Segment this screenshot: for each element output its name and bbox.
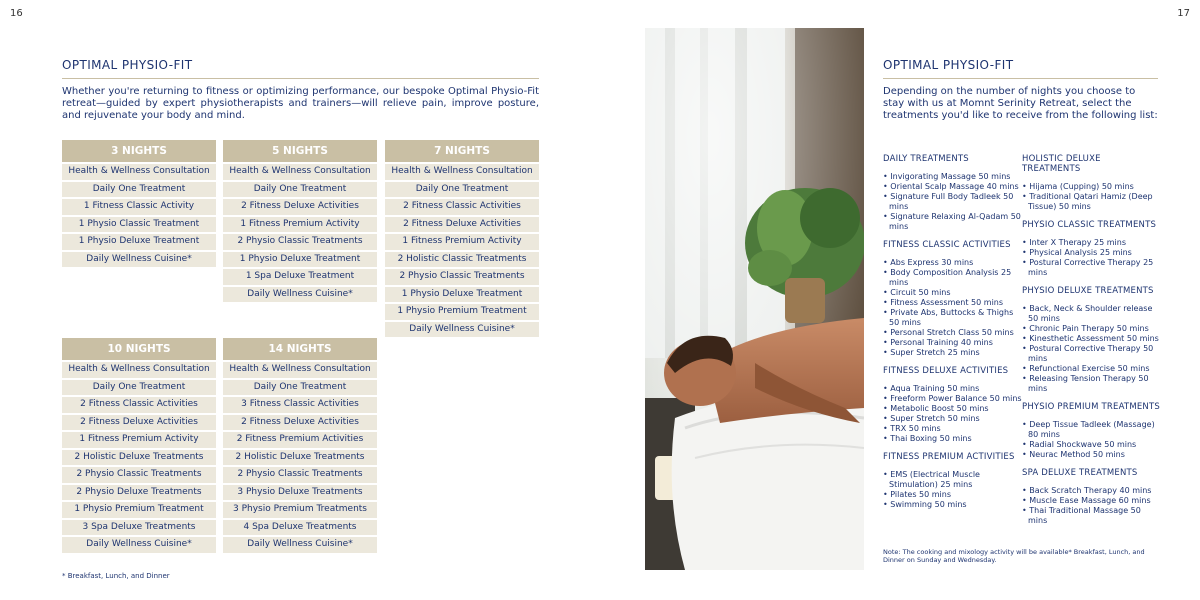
treatment-item: • Super Stretch 25 mins <box>883 348 1023 358</box>
section-heading: PHYSIO CLASSIC TREATMENTS <box>1022 220 1157 230</box>
treatment-section-fitness-classic <box>883 240 1023 358</box>
package-3-nights <box>62 140 216 269</box>
treatment-item: • Swimming 50 mins <box>883 500 1023 510</box>
treatment-item: • Inter X Therapy 25 mins <box>1022 238 1162 248</box>
package-header: 3 NIGHTS <box>62 140 216 162</box>
package-item: 1 Physio Deluxe Treatment <box>385 287 539 303</box>
package-item: 2 Fitness Deluxe Activities <box>62 415 216 431</box>
package-item: 3 Physio Premium Treatments <box>223 502 377 518</box>
intro-paragraph-left: Whether you're returning to fitness or optimizing performance, our bespoke Optimal Physio-Fit retreat—guided by expert physiotherapists and trainers—will relieve pain, improve posture, and rejuvenate your body and mind. <box>62 86 539 121</box>
package-item: Daily Wellness Cuisine* <box>62 252 216 268</box>
treatment-item: • Deep Tissue Tadleek (Massage) 80 mins <box>1022 420 1162 440</box>
package-header: 10 NIGHTS <box>62 338 216 360</box>
treatment-item: • Private Abs, Buttocks & Thighs 50 mins <box>883 308 1023 328</box>
treatment-item: • EMS (Electrical Muscle Stimulation) 25 mins <box>883 470 1023 490</box>
treatment-item: • Kinesthetic Assessment 50 mins <box>1022 334 1162 344</box>
package-item: Daily One Treatment <box>62 380 216 396</box>
package-item: 2 Fitness Classic Activities <box>385 199 539 215</box>
treatment-item: • Thai Traditional Massage 50 mins <box>1022 506 1162 526</box>
package-item: 2 Holistic Deluxe Treatments <box>62 450 216 466</box>
treatment-item: • Hijama (Cupping) 50 mins <box>1022 182 1162 192</box>
massage-photo <box>645 28 864 570</box>
package-item: Daily One Treatment <box>385 182 539 198</box>
treatment-item: • Oriental Scalp Massage 40 mins <box>883 182 1023 192</box>
package-item: Daily One Treatment <box>223 182 377 198</box>
package-item: 2 Physio Classic Treatments <box>223 467 377 483</box>
treatment-item: • Body Composition Analysis 25 mins <box>883 268 1023 288</box>
treatment-item: • Traditional Qatari Hamiz (Deep Tissue) 50 mins <box>1022 192 1162 212</box>
package-item: Health & Wellness Consultation <box>62 362 216 378</box>
treatment-item: • Fitness Assessment 50 mins <box>883 298 1023 308</box>
section-heading: FITNESS DELUXE ACTIVITIES <box>883 366 1009 376</box>
treatment-item: • Back, Neck & Shoulder release 50 mins <box>1022 304 1162 324</box>
package-header: 14 NIGHTS <box>223 338 377 360</box>
treatment-section-fitness-deluxe <box>883 366 1023 444</box>
treatment-item: • Super Stretch 50 mins <box>883 414 1023 424</box>
package-item: Health & Wellness Consultation <box>223 362 377 378</box>
package-item: 2 Physio Classic Treatments <box>385 269 539 285</box>
treatment-column-left <box>883 154 1023 518</box>
treatment-item: • Physical Analysis 25 mins <box>1022 248 1162 258</box>
treatment-section-physio-premium <box>1022 402 1162 460</box>
package-item: 2 Fitness Deluxe Activities <box>223 199 377 215</box>
treatment-section-physio-deluxe <box>1022 286 1162 394</box>
section-heading: SPA DELUXE TREATMENTS <box>1022 468 1138 478</box>
package-header: 7 NIGHTS <box>385 140 539 162</box>
package-item: 1 Fitness Classic Activity <box>62 199 216 215</box>
package-item: Daily Wellness Cuisine* <box>223 537 377 553</box>
page-title-left: OPTIMAL PHYSIO-FIT <box>62 58 193 72</box>
package-item: Health & Wellness Consultation <box>385 164 539 180</box>
package-7-nights <box>385 140 539 339</box>
section-heading: PHYSIO DELUXE TREATMENTS <box>1022 286 1154 296</box>
intro-paragraph-right: Depending on the number of nights you choose to stay with us at Momnt Serinity Retreat, select the treatments you'd like to receive from the following list: <box>883 86 1158 121</box>
package-item: Daily Wellness Cuisine* <box>385 322 539 338</box>
treatment-section-fitness-premium <box>883 452 1023 510</box>
treatment-item: • TRX 50 mins <box>883 424 1023 434</box>
package-item: Health & Wellness Consultation <box>223 164 377 180</box>
treatment-item: • Releasing Tension Therapy 50 mins <box>1022 374 1162 394</box>
package-item: 1 Fitness Premium Activity <box>385 234 539 250</box>
package-item: 1 Spa Deluxe Treatment <box>223 269 377 285</box>
section-heading: DAILY TREATMENTS <box>883 154 969 164</box>
package-item: 3 Fitness Classic Activities <box>223 397 377 413</box>
package-item: Daily One Treatment <box>62 182 216 198</box>
treatment-column-right <box>1022 154 1162 534</box>
treatment-item: • Signature Relaxing Al-Qadam 50 mins <box>883 212 1023 232</box>
title-divider-right <box>883 78 1158 79</box>
package-item: 1 Physio Deluxe Treatment <box>223 252 377 268</box>
package-item: 2 Holistic Deluxe Treatments <box>223 450 377 466</box>
section-heading: FITNESS PREMIUM ACTIVITIES <box>883 452 1015 462</box>
treatment-item: • Aqua Training 50 mins <box>883 384 1023 394</box>
treatment-item: • Invigorating Massage 50 mins <box>883 172 1023 182</box>
package-item: 1 Physio Premium Treatment <box>62 502 216 518</box>
package-item: 2 Physio Deluxe Treatments <box>62 485 216 501</box>
treatment-item: • Refunctional Exercise 50 mins <box>1022 364 1162 374</box>
treatment-item: • Thai Boxing 50 mins <box>883 434 1023 444</box>
package-item: 2 Physio Classic Treatments <box>223 234 377 250</box>
package-item: 1 Physio Classic Treatment <box>62 217 216 233</box>
package-14-nights <box>223 338 377 555</box>
treatment-item: • Circuit 50 mins <box>883 288 1023 298</box>
package-item: 3 Physio Deluxe Treatments <box>223 485 377 501</box>
package-header: 5 NIGHTS <box>223 140 377 162</box>
footnote: * Breakfast, Lunch, and Dinner <box>62 572 170 580</box>
treatment-item: • Personal Training 40 mins <box>883 338 1023 348</box>
package-item: 2 Physio Classic Treatments <box>62 467 216 483</box>
package-item: 1 Fitness Premium Activity <box>62 432 216 448</box>
page-number-left: 16 <box>10 8 23 19</box>
treatment-item: • Back Scratch Therapy 40 mins <box>1022 486 1162 496</box>
package-item: 1 Physio Deluxe Treatment <box>62 234 216 250</box>
page-title-right: OPTIMAL PHYSIO-FIT <box>883 58 1014 72</box>
treatment-section-daily <box>883 154 1023 232</box>
package-item: 2 Holistic Classic Treatments <box>385 252 539 268</box>
treatment-section-spa-deluxe <box>1022 468 1162 526</box>
package-item: Daily Wellness Cuisine* <box>62 537 216 553</box>
treatment-item: • Postural Corrective Therapy 50 mins <box>1022 344 1162 364</box>
package-item: 3 Spa Deluxe Treatments <box>62 520 216 536</box>
section-heading: PHYSIO PREMIUM TREATMENTS <box>1022 402 1160 412</box>
treatment-item: • Chronic Pain Therapy 50 mins <box>1022 324 1162 334</box>
treatment-item: • Freeform Power Balance 50 mins <box>883 394 1023 404</box>
treatment-item: • Muscle Ease Massage 60 mins <box>1022 496 1162 506</box>
package-10-nights <box>62 338 216 555</box>
package-item: 2 Fitness Deluxe Activities <box>223 415 377 431</box>
treatment-item: • Neurac Method 50 mins <box>1022 450 1162 460</box>
title-divider-left <box>62 78 539 79</box>
treatment-item: • Abs Express 30 mins <box>883 258 1023 268</box>
treatment-item: • Radial Shockwave 50 mins <box>1022 440 1162 450</box>
section-heading: FITNESS CLASSIC ACTIVITIES <box>883 240 1011 250</box>
page-number-right: 17 <box>1177 8 1190 19</box>
section-heading: HOLISTIC DELUXE TREATMENTS <box>1022 154 1101 174</box>
cooking-note: Note: The cooking and mixology activity will be available* Breakfast, Lunch, and Dinner on Sunday and Wednesday. <box>883 548 1145 564</box>
package-item: Daily One Treatment <box>223 380 377 396</box>
treatment-item: • Personal Stretch Class 50 mins <box>883 328 1023 338</box>
treatment-section-holistic-deluxe <box>1022 154 1162 212</box>
package-item: 2 Fitness Premium Activities <box>223 432 377 448</box>
package-item: Health & Wellness Consultation <box>62 164 216 180</box>
package-item: Daily Wellness Cuisine* <box>223 287 377 303</box>
treatment-section-physio-classic <box>1022 220 1162 278</box>
package-item: 1 Fitness Premium Activity <box>223 217 377 233</box>
treatment-item: • Postural Corrective Therapy 25 mins <box>1022 258 1162 278</box>
package-item: 2 Fitness Deluxe Activities <box>385 217 539 233</box>
package-item: 2 Fitness Classic Activities <box>62 397 216 413</box>
treatment-item: • Signature Full Body Tadleek 50 mins <box>883 192 1023 212</box>
treatment-item: • Pilates 50 mins <box>883 490 1023 500</box>
package-5-nights <box>223 140 377 304</box>
package-item: 4 Spa Deluxe Treatments <box>223 520 377 536</box>
treatment-item: • Metabolic Boost 50 mins <box>883 404 1023 414</box>
package-item: 1 Physio Premium Treatment <box>385 304 539 320</box>
